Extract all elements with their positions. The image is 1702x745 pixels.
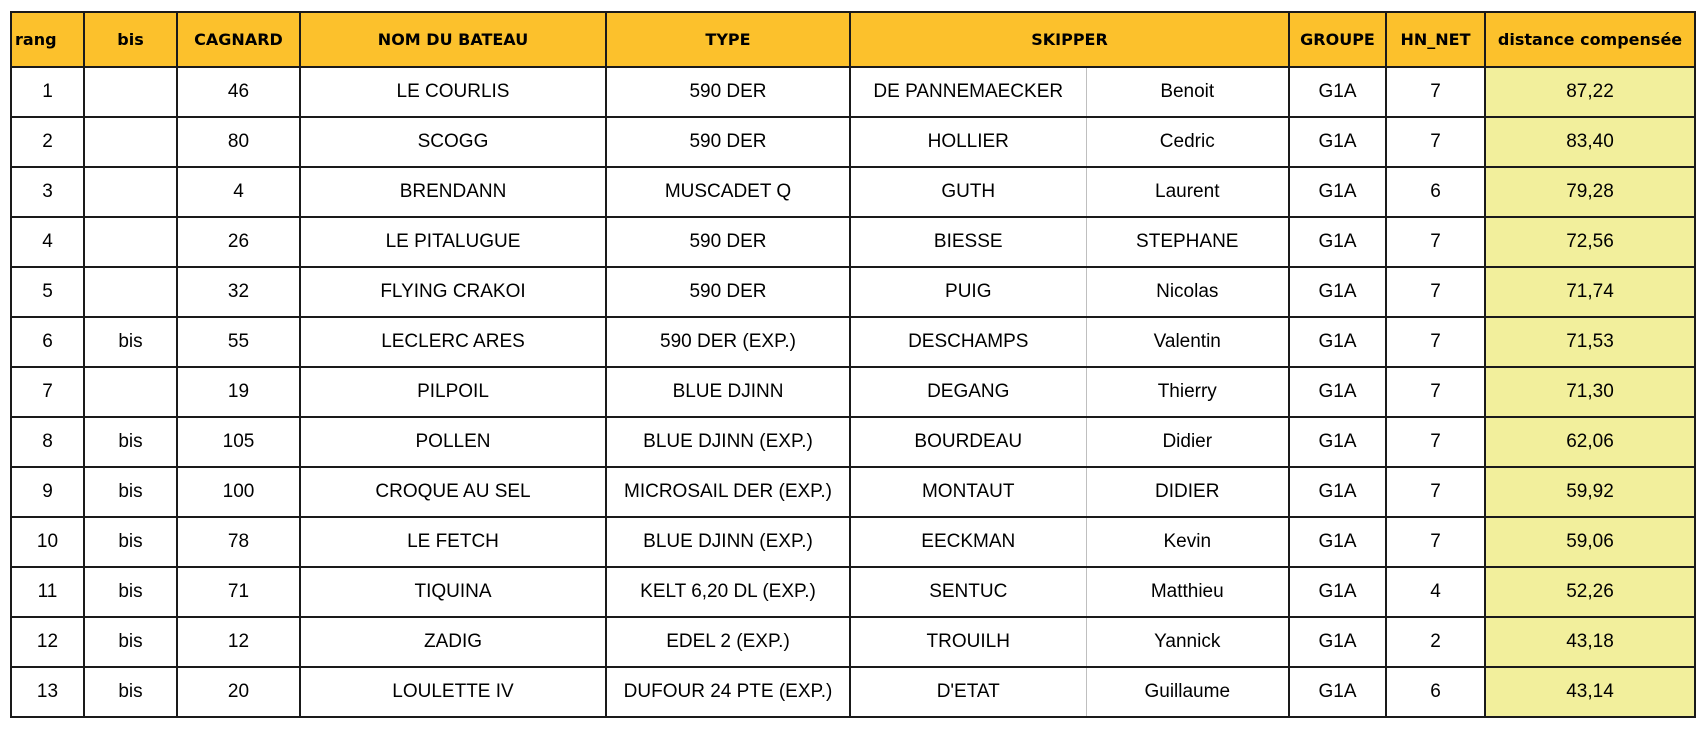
bis-cell: bis: [84, 317, 177, 367]
type-cell: BLUE DJINN: [606, 367, 850, 417]
bis-cell: bis: [84, 617, 177, 667]
skipper-firstname-cell: Thierry: [1086, 367, 1289, 417]
table-row: [11, 117, 1695, 167]
header-bis: bis: [84, 12, 177, 67]
distance-cell: 87,22: [1485, 67, 1695, 117]
cagnard-cell: 46: [177, 67, 300, 117]
skipper-lastname-cell: DEGANG: [850, 367, 1086, 417]
skipper-lastname-cell: DESCHAMPS: [850, 317, 1086, 367]
skipper-firstname-cell: Valentin: [1086, 317, 1289, 367]
bis-cell: bis: [84, 667, 177, 717]
type-cell: 590 DER: [606, 267, 850, 317]
type-cell: BLUE DJINN (EXP.): [606, 417, 850, 467]
boat-name-cell: TIQUINA: [300, 567, 606, 617]
rang-cell: 11: [11, 567, 84, 617]
type-cell: MICROSAIL DER (EXP.): [606, 467, 850, 517]
skipper-lastname-cell: GUTH: [850, 167, 1086, 217]
cagnard-cell: 105: [177, 417, 300, 467]
table-row: [11, 167, 1695, 217]
distance-cell: 59,06: [1485, 517, 1695, 567]
skipper-lastname-cell: TROUILH: [850, 617, 1086, 667]
rang-cell: 5: [11, 267, 84, 317]
groupe-cell: G1A: [1289, 667, 1386, 717]
rang-cell: 4: [11, 217, 84, 267]
header-type: TYPE: [606, 12, 850, 67]
hn-net-cell: 7: [1386, 267, 1485, 317]
groupe-cell: G1A: [1289, 317, 1386, 367]
table-row: [11, 67, 1695, 117]
table-row: [11, 217, 1695, 267]
skipper-lastname-cell: HOLLIER: [850, 117, 1086, 167]
table-row: [11, 417, 1695, 467]
distance-cell: 83,40: [1485, 117, 1695, 167]
hn-net-cell: 4: [1386, 567, 1485, 617]
rang-cell: 9: [11, 467, 84, 517]
header-skipper: SKIPPER: [850, 12, 1289, 67]
boat-name-cell: LE PITALUGUE: [300, 217, 606, 267]
boat-name-cell: LE COURLIS: [300, 67, 606, 117]
cagnard-cell: 78: [177, 517, 300, 567]
boat-name-cell: LECLERC ARES: [300, 317, 606, 367]
cagnard-cell: 12: [177, 617, 300, 667]
skipper-firstname-cell: Nicolas: [1086, 267, 1289, 317]
distance-cell: 71,30: [1485, 367, 1695, 417]
rang-cell: 3: [11, 167, 84, 217]
distance-cell: 52,26: [1485, 567, 1695, 617]
distance-cell: 43,18: [1485, 617, 1695, 667]
table-header: [11, 12, 1695, 67]
type-cell: 590 DER: [606, 217, 850, 267]
boat-name-cell: ZADIG: [300, 617, 606, 667]
type-cell: EDEL 2 (EXP.): [606, 617, 850, 667]
type-cell: 590 DER: [606, 117, 850, 167]
cagnard-cell: 32: [177, 267, 300, 317]
skipper-lastname-cell: DE PANNEMAECKER: [850, 67, 1086, 117]
type-cell: KELT 6,20 DL (EXP.): [606, 567, 850, 617]
boat-name-cell: SCOGG: [300, 117, 606, 167]
results-table: [10, 11, 1696, 718]
rang-cell: 1: [11, 67, 84, 117]
boat-name-cell: FLYING CRAKOI: [300, 267, 606, 317]
table-body: [11, 67, 1695, 717]
rang-cell: 7: [11, 367, 84, 417]
hn-net-cell: 7: [1386, 467, 1485, 517]
groupe-cell: G1A: [1289, 367, 1386, 417]
bis-cell: bis: [84, 467, 177, 517]
cagnard-cell: 4: [177, 167, 300, 217]
hn-net-cell: 7: [1386, 417, 1485, 467]
skipper-firstname-cell: Cedric: [1086, 117, 1289, 167]
skipper-lastname-cell: D'ETAT: [850, 667, 1086, 717]
boat-name-cell: POLLEN: [300, 417, 606, 467]
groupe-cell: G1A: [1289, 517, 1386, 567]
distance-cell: 71,74: [1485, 267, 1695, 317]
groupe-cell: G1A: [1289, 217, 1386, 267]
cagnard-cell: 71: [177, 567, 300, 617]
rang-cell: 2: [11, 117, 84, 167]
header-hn-net: HN_NET: [1386, 12, 1485, 67]
table-row: [11, 667, 1695, 717]
distance-cell: 72,56: [1485, 217, 1695, 267]
hn-net-cell: 7: [1386, 217, 1485, 267]
skipper-lastname-cell: BIESSE: [850, 217, 1086, 267]
cagnard-cell: 26: [177, 217, 300, 267]
hn-net-cell: 6: [1386, 667, 1485, 717]
groupe-cell: G1A: [1289, 167, 1386, 217]
skipper-lastname-cell: PUIG: [850, 267, 1086, 317]
skipper-lastname-cell: SENTUC: [850, 567, 1086, 617]
header-groupe: GROUPE: [1289, 12, 1386, 67]
bis-cell: [84, 217, 177, 267]
bis-cell: [84, 367, 177, 417]
groupe-cell: G1A: [1289, 67, 1386, 117]
header-row: [11, 12, 1695, 67]
cagnard-cell: 100: [177, 467, 300, 517]
boat-name-cell: PILPOIL: [300, 367, 606, 417]
hn-net-cell: 2: [1386, 617, 1485, 667]
bis-cell: [84, 167, 177, 217]
boat-name-cell: CROQUE AU SEL: [300, 467, 606, 517]
hn-net-cell: 7: [1386, 117, 1485, 167]
bis-cell: [84, 67, 177, 117]
hn-net-cell: 7: [1386, 517, 1485, 567]
groupe-cell: G1A: [1289, 417, 1386, 467]
boat-name-cell: LE FETCH: [300, 517, 606, 567]
skipper-firstname-cell: DIDIER: [1086, 467, 1289, 517]
distance-cell: 71,53: [1485, 317, 1695, 367]
skipper-firstname-cell: Benoit: [1086, 67, 1289, 117]
distance-cell: 59,92: [1485, 467, 1695, 517]
distance-cell: 43,14: [1485, 667, 1695, 717]
bis-cell: [84, 117, 177, 167]
header-boat-name: NOM DU BATEAU: [300, 12, 606, 67]
header-distance: distance compensée: [1485, 12, 1695, 67]
type-cell: 590 DER (EXP.): [606, 317, 850, 367]
skipper-firstname-cell: Yannick: [1086, 617, 1289, 667]
bis-cell: bis: [84, 517, 177, 567]
skipper-lastname-cell: EECKMAN: [850, 517, 1086, 567]
hn-net-cell: 7: [1386, 367, 1485, 417]
table-row: [11, 317, 1695, 367]
rang-cell: 6: [11, 317, 84, 367]
type-cell: BLUE DJINN (EXP.): [606, 517, 850, 567]
table-row: [11, 367, 1695, 417]
skipper-firstname-cell: Matthieu: [1086, 567, 1289, 617]
groupe-cell: G1A: [1289, 467, 1386, 517]
hn-net-cell: 6: [1386, 167, 1485, 217]
groupe-cell: G1A: [1289, 567, 1386, 617]
groupe-cell: G1A: [1289, 617, 1386, 667]
rang-cell: 10: [11, 517, 84, 567]
header-rang: rang: [11, 12, 84, 67]
boat-name-cell: LOULETTE IV: [300, 667, 606, 717]
distance-cell: 62,06: [1485, 417, 1695, 467]
cagnard-cell: 55: [177, 317, 300, 367]
hn-net-cell: 7: [1386, 67, 1485, 117]
cagnard-cell: 80: [177, 117, 300, 167]
skipper-firstname-cell: Guillaume: [1086, 667, 1289, 717]
table-row: [11, 567, 1695, 617]
boat-name-cell: BRENDANN: [300, 167, 606, 217]
table-row: [11, 267, 1695, 317]
cagnard-cell: 19: [177, 367, 300, 417]
table-row: [11, 517, 1695, 567]
hn-net-cell: 7: [1386, 317, 1485, 367]
bis-cell: bis: [84, 417, 177, 467]
skipper-lastname-cell: BOURDEAU: [850, 417, 1086, 467]
skipper-lastname-cell: MONTAUT: [850, 467, 1086, 517]
skipper-firstname-cell: Didier: [1086, 417, 1289, 467]
rang-cell: 12: [11, 617, 84, 667]
type-cell: DUFOUR 24 PTE (EXP.): [606, 667, 850, 717]
cagnard-cell: 20: [177, 667, 300, 717]
distance-cell: 79,28: [1485, 167, 1695, 217]
skipper-firstname-cell: Laurent: [1086, 167, 1289, 217]
type-cell: 590 DER: [606, 67, 850, 117]
bis-cell: [84, 267, 177, 317]
type-cell: MUSCADET Q: [606, 167, 850, 217]
rang-cell: 8: [11, 417, 84, 467]
table-row: [11, 617, 1695, 667]
bis-cell: bis: [84, 567, 177, 617]
groupe-cell: G1A: [1289, 267, 1386, 317]
skipper-firstname-cell: STEPHANE: [1086, 217, 1289, 267]
rang-cell: 13: [11, 667, 84, 717]
skipper-firstname-cell: Kevin: [1086, 517, 1289, 567]
header-cagnard: CAGNARD: [177, 12, 300, 67]
table-row: [11, 467, 1695, 517]
groupe-cell: G1A: [1289, 117, 1386, 167]
